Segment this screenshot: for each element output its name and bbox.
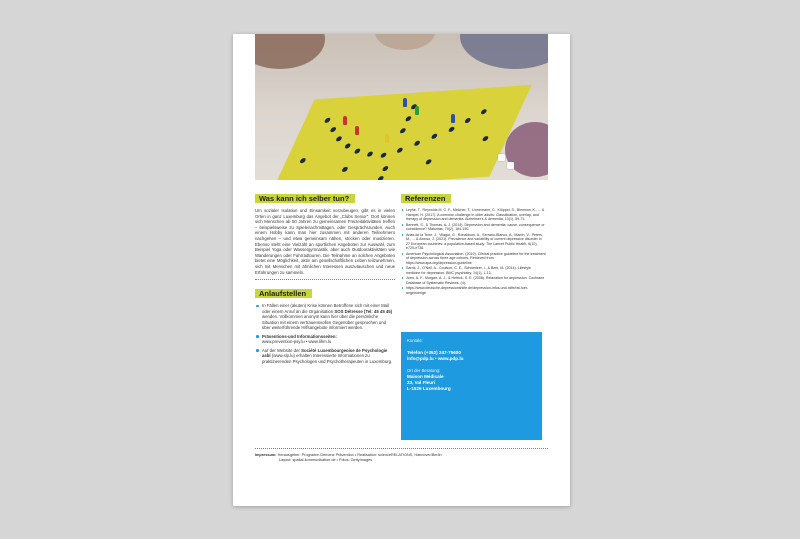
contact-email-web[interactable]: info@pdp.lu • www.pdp.lu xyxy=(407,356,464,361)
reference-item: Jorm, A. F., Morgan, A. J., & Hetrick, S. E. (2008). Relaxation for depression. Cochrane Database of Systematic Reviews, (4). xyxy=(401,276,546,285)
right-column xyxy=(401,188,546,296)
list-item: Präventions-und Informationsseiten: www.prevention-psy.lu • www.lihm.lu xyxy=(255,334,395,345)
reference-item[interactable]: https://www.deutsche-depressionshilfe.de/depression-infos-und-hilfe/rat-fuer-angehoerige xyxy=(401,286,546,295)
contact-phone[interactable]: Telefon (+352) 247-75600 xyxy=(407,350,461,355)
reference-item: American Psychological Association. (2019). Clinical practice guideline for the treatment of depression across three age cohorts. Retrieved from https://www.apa.org/depression-guideline xyxy=(401,252,546,266)
brochure-page xyxy=(233,34,570,506)
self-help-paragraph: Um sozialer Isolation und Einsamkeit vorzubeugen, gibt es in vielen Orten in ganz Luxemburg das Angebot der „Clubs Senior“. Dort können sich Menschen ab 50 Jahren zu gemeinsamen Freizeitaktivitäten treffen – beispielsweise zu Spielenachmittagen, oder Gesprächsrunden. Auch einem Hobby kann man hier zusammen mit anderen Teilnehmern nachgehen – und etwa gemeinsam nähen, stricken oder musizieren. Ebenso steht eine Vielzahl an sportlichen Angeboten zur Auswahl, zum Beispiel Yoga oder Wassergymnastik, aber auch Outdooraktivitäten wie Wanderungen oder Fahrradtouren. Die Teilnahme an solchen Angeboten bietet eine Möglichkeit, aktiv am gesellschaftlichen Leben teilzunehmen, sich mit Menschen mit ähnlichen Interessen auszutauschen und neue Erfahrungen zu sammeln. xyxy=(255,208,395,275)
location-city: L-1526 Luxembourg xyxy=(407,386,451,391)
left-column xyxy=(255,188,395,367)
contact-label: Kontakt: xyxy=(407,338,423,343)
board-game-photo xyxy=(255,34,548,180)
prevention-links[interactable]: www.prevention-psy.lu • www.lihm.lu xyxy=(262,339,332,345)
reference-item: Sarris, J., O'Neil, A., Coulson, C. E., Schweitzer, I., & Berk, M. (2014). Lifestyle medicine for depression. BMC psychiatry, 14(1), 1-13. xyxy=(401,266,546,275)
footer-divider xyxy=(255,448,548,449)
impressum-label: Impressum: xyxy=(255,453,277,457)
list-item: Auf der Website der Société Luxembourgeoise de Psychologie asbl (www.slp.lu) erhalten Interessierte Informationen zu praktizierenden Psychologen und Psychotherapeuten in Luxemburg. xyxy=(255,348,395,365)
reference-item: Arias-de la Torre, J., Vilagut, G., Ronaldson, A., Serrano-Blanco, A., Martín, V., Peters, M., ... & Alonso, J. (2021). Prevalence and variability of current depressive disorder in 27 European countries: a population-based study. The Lancet Public Health, 6(10), e729-e738. xyxy=(401,233,546,251)
reference-item: Leyhe, T., Reynolds III, C. F., Melcher, T., Linnemann, C., Klöppel, S., Blennow, K., ... & Hampel, H. (2017). A common challenge in older adults: Classification, overlap, and therapy of depression and dementia. Alzheimer's & dementia, 13(1), 59-71. xyxy=(401,208,546,222)
list-item: In Fällen einer (akuten) Krise können Betroffene sich mit einer Mail oder einem Anruf an die Organisation SOS Détresse (Tel: 45 45 45) wenden. Vollkommen anonym kann hier über die persönliche Situation mit einem vertrauensvollen Gegenüber gesprochen und über weiterführende Hilfsangebote informiert werden. xyxy=(255,303,395,331)
section-divider xyxy=(255,279,395,280)
references-list xyxy=(401,208,546,295)
contact-points-list xyxy=(255,303,395,364)
section-heading-contacts: Anlaufstellen xyxy=(255,289,312,298)
impressum-line1: Herausgeber: Programm Demenz Prävention • Realisation: scienceRELATIONS, Hannover/Berlin xyxy=(277,453,442,457)
reference-item: Bennett, S., & Thomas, A. J. (2014). Depression and dementia: cause, consequence or coincidence? Maturitas, 79(2), 184-190. xyxy=(401,223,546,232)
section-heading-references: Referenzen xyxy=(401,194,451,203)
impressum xyxy=(255,453,548,463)
contact-box xyxy=(401,332,542,440)
location-label: Ort der Beratung: xyxy=(407,368,441,373)
location-name: Maison Médicale xyxy=(407,374,444,379)
impressum-line2: Layout: spatial-kommunikation.de • Fotos: GettyImages xyxy=(279,458,373,462)
section-heading-self-help: Was kann ich selber tun? xyxy=(255,194,355,203)
location-street: 23, Val Fleuri xyxy=(407,380,436,385)
